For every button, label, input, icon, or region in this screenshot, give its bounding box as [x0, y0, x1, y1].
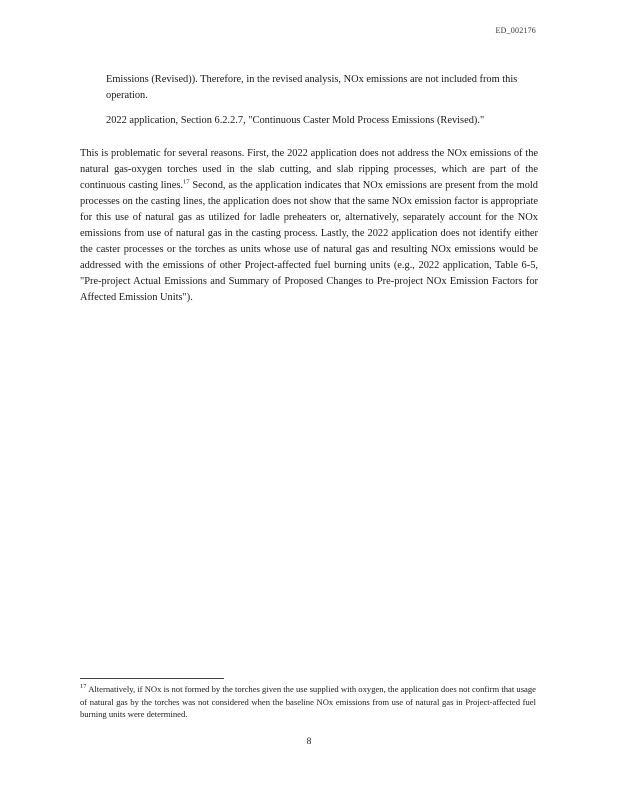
footnote-divider: [80, 678, 224, 679]
body-paragraph: [80, 146, 538, 306]
body-text-part-2: Second, as the application indicates that NOx emissions are present from the mold processes on the casting lines, the application does not show that the same NOx emission factor is appropriate for this use of natural gas as utilized for ladle preheaters or, alternatively, separately account for the NOx emissions from use of natural gas in the casting process. Lastly, the 2022 application does not identify either the caster processes or the torches as units whose use of natural gas and resulting NOx emissions would be addressed with the emissions of other Project-affected fuel burning units (e.g., 2022 application, Table 6-5, "Pre-project Actual Emissions and Summary of Proposed Changes to Pre-project NOx Emission Factors for Affected Emission Units").: [80, 180, 538, 303]
footnote-text: Alternatively, if NOx is not formed by the torches given the use supplied with oxygen, the application does not confirm that usage of natural gas by the torches was not considered when the baseline NOx emissions from use of natural gas in Project-affected fuel burning units were determined.: [80, 684, 536, 719]
footnote: [80, 683, 536, 721]
page-number: 8: [306, 737, 312, 747]
footnote-number: 17: [80, 683, 87, 691]
body-text-part-1: This is problematic for several reasons. First, the 2022 application does not address the NOx emissions of the natural gas-oxygen torches used in the slab cutting, and slab ripping processes, which are part of the continuous casting lines.: [80, 148, 538, 191]
document-id: ED_002176: [495, 26, 536, 35]
quoted-excerpt-section-reference: 2022 application, Section 6.2.2.7, "Continuous Caster Mold Process Emissions (Revised).": [106, 115, 485, 126]
quoted-excerpt-revised-analysis: Emissions (Revised)). Therefore, in the revised analysis, NOx emissions are not included from this operation.: [106, 74, 518, 101]
footnote-reference[interactable]: 17: [182, 178, 190, 186]
